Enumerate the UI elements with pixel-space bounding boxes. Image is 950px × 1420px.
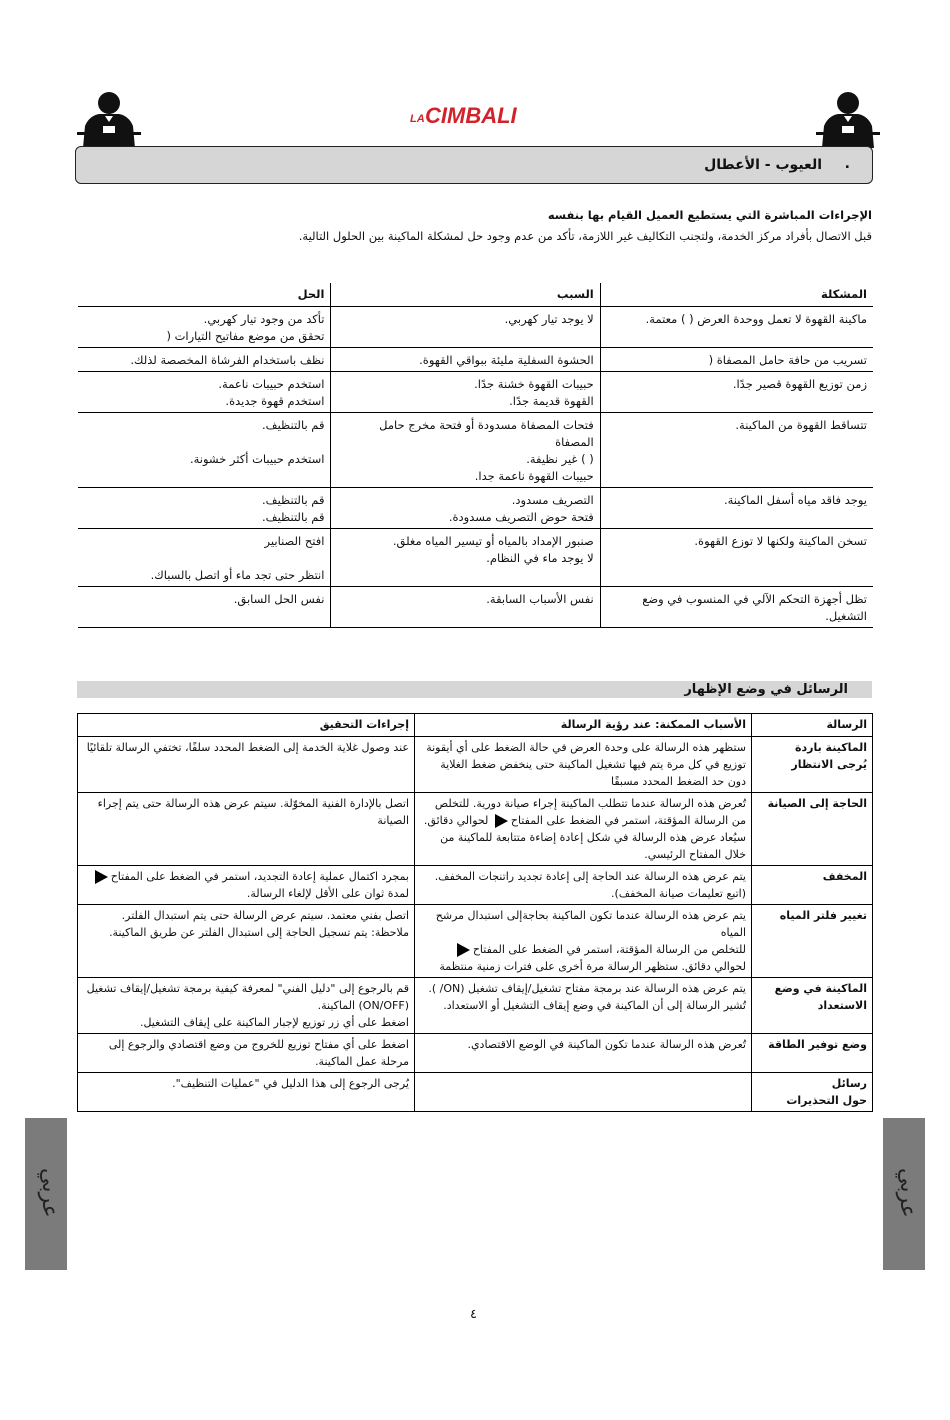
side-tab-label: عربي (895, 1168, 920, 1218)
side-tab-right (883, 1118, 925, 1270)
lacimbali-logo (410, 101, 542, 127)
problem-cell: تظل أجهزة التحكم الآلي في المنسوب في وضع التشغيل. (600, 587, 873, 628)
key-arrow-icon (95, 870, 108, 884)
messages-table (77, 713, 873, 1112)
section-header-faults (75, 146, 873, 184)
message-cause-cell: ستظهر هذه الرسالة على وحدة العرض في حالة الضغط على أي أيقونة توزيع في كل مرة يتم فيها تشغيل الماكينة حتى ينخفض ضغط الغلاية دون حد الضغط المحدد مسبقًا (415, 737, 752, 793)
column-header-possible-causes: الأسباب الممكنة: عند رؤية الرسالة (415, 714, 752, 737)
message-name-cell: الحاجة إلى الصيانة (752, 793, 873, 866)
table-row (78, 1034, 873, 1073)
table-row (78, 529, 873, 587)
key-arrow-icon (457, 943, 470, 957)
cause-cell: نفس الأسباب السابقة. (331, 587, 600, 628)
message-cause-cell: تُعرض هذه الرسالة عندما تكون الماكينة في الوضع الاقتصادي. (415, 1034, 752, 1073)
svg-text:CIMBALI: CIMBALI (425, 103, 517, 127)
cause-cell: لا يوجد تيار كهربي. (331, 307, 600, 348)
message-action-cell: قم بالرجوع إلى "دليل الفني" لمعرفة كيفية برمجة تشغيل/إيقاف تشغيل (ON/OFF) الماكينة. اضغط على أي زر توزيع لإجبار الماكينة على إيقاف التشغيل. (78, 978, 415, 1034)
side-tab-left (25, 1118, 67, 1270)
message-action-cell: اضغط على أي مفتاح توزيع للخروج من وضع اقتصادي والرجوع إلى مرحلة عمل الماكينة. (78, 1034, 415, 1073)
message-cause-cell: تُعرض هذه الرسالة عندما تتطلب الماكينة إجراء صيانة دورية. للتخلص من الرسالة المؤقتة، استمر في الضغط على المفتاح لحوالي دقائق. سيُعاد عرض هذه الرسالة في شكل إعادة إضاءة متتابعة للماكينة من خلال المفتاح الرئيسي. (415, 793, 752, 866)
table-row (78, 737, 873, 793)
message-name-cell: المخفف (752, 866, 873, 905)
message-cause-cell: يتم عرض هذه الرسالة عندما تكون الماكينة بحاجةإلى استبدال مرشح المياه للتخلص من الرسالة المؤقتة، استمر في الضغط على المفتاح لحوالي دقائق. ستظهر الرسالة مرة أخرى على فترات زمنية منتظمة (415, 905, 752, 978)
table-row (78, 978, 873, 1034)
messages-section-title: الرسائل في وضع الإظهار (684, 682, 848, 697)
intro-title: الإجراءات المباشرة التي يستطيع العميل القيام بها بنفسه (547, 208, 872, 222)
solution-cell: افتح الصنابير انتظر حتى تجد ماء أو اتصل بالسباك. (78, 529, 331, 587)
problem-cell: تسريب من حافة حامل المصفاة ( (600, 348, 873, 372)
svg-text:LA: LA (410, 113, 425, 125)
message-cause-cell (415, 1073, 752, 1112)
message-action-cell: يُرجى الرجوع إلى هذا الدليل في "عمليات التنظيف". (78, 1073, 415, 1112)
message-action-cell: اتصل بفني معتمد. سيتم عرض الرسالة حتى يتم استبدال الفلتر. ملاحظة: يتم تسجيل الحاجة إلى استبدال الفلتر عن طريق الماكينة. (78, 905, 415, 978)
cause-cell: صنبور الإمداد بالمياه أو تيسير المياه مغلق. لا يوجد ماء في النظام. (331, 529, 600, 587)
section-title: العيوب - الأعطال (704, 157, 822, 173)
section-bullet: . (844, 156, 850, 172)
message-action-cell: اتصل بالإدارة الفنية المخوّلة. سيتم عرض هذه الرسالة حتى يتم إجراء الصيانة (78, 793, 415, 866)
table-row (78, 488, 873, 529)
message-cause-cell: يتم عرض هذه الرسالة عند الحاجة إلى إعادة تجديد راتنجات المخفف. (اتبع تعليمات صيانة المخفف). (415, 866, 752, 905)
key-arrow-icon (495, 814, 508, 828)
solution-cell: تأكد من وجود تيار كهربي. تحقق من موضع مفاتيح التيارات ( (78, 307, 331, 348)
problem-cell: تتساقط القهوة من الماكينة. (600, 413, 873, 488)
message-name-cell: تغيير فلتر المياه (752, 905, 873, 978)
table-row (78, 372, 873, 413)
message-name-cell: رسائل حول التحذيرات (752, 1073, 873, 1112)
message-action-cell: بمجرد اكتمال عملية إعادة التجديد، استمر في الضغط على المفتاح لمدة ثوان على الأقل لإلغاء الرسالة. (78, 866, 415, 905)
cause-cell: التصريف مسدود. فتحة حوض التصريف مسدودة. (331, 488, 600, 529)
problem-cell: يوجد فاقد مياه أسفل الماكينة. (600, 488, 873, 529)
side-tab-label: عربي (37, 1168, 62, 1218)
solution-cell: استخدم حبيبات ناعمة. استخدم قهوة جديدة. (78, 372, 331, 413)
solution-cell: نفس الحل السابق. (78, 587, 331, 628)
table-row (78, 348, 873, 372)
intro-text: قبل الاتصال بأفراد مركز الخدمة، ولتجنب التكاليف غير اللازمة، تأكد من عدم وجود حل لمشكلة الماكينة بين الحلول التالية. (298, 229, 872, 243)
cause-cell: حبيبات القهوة خشنة جدًا. القهوة قديمة جدًا. (331, 372, 600, 413)
troubleshooting-table (78, 283, 873, 628)
column-header-message: الرسالة (752, 714, 873, 737)
table-row (78, 307, 873, 348)
message-cause-cell: يتم عرض هذه الرسالة عند برمجة مفتاح تشغيل/إيقاف تشغيل (ON/ ). تُشير الرسالة إلى أن الماكينة في وضع إيقاف التشغيل أو الاستعداد. (415, 978, 752, 1034)
problem-cell: ماكينة القهوة لا تعمل ووحدة العرض ( ) معتمة. (600, 307, 873, 348)
page-number: ٤ (470, 1307, 477, 1322)
column-header-problem: المشكلة (600, 283, 873, 307)
solution-cell: قم بالتنظيف. استخدم حبيبات أكثر خشونة. (78, 413, 331, 488)
problem-cell: زمن توزيع القهوة قصير جدًا. (600, 372, 873, 413)
waiter-icon-left (77, 90, 141, 148)
message-name-cell: الماكينة في وضع الاستعداد (752, 978, 873, 1034)
solution-cell: قم بالتنظيف. قم بالتنظيف. (78, 488, 331, 529)
column-header-cause: السبب (331, 283, 600, 307)
message-name-cell: الماكينة باردة يُرجى الانتظار (752, 737, 873, 793)
column-header-actions: إجراءات التحقيق (78, 714, 415, 737)
messages-section-header (77, 681, 872, 698)
column-header-solution: الحل (78, 283, 331, 307)
waiter-icon-right (816, 90, 880, 148)
table-row (78, 866, 873, 905)
table-row (78, 1073, 873, 1112)
table-row (78, 793, 873, 866)
message-action-cell: عند وصول غلاية الخدمة إلى الضغط المحدد سلفًا، تختفي الرسالة تلقائيًا (78, 737, 415, 793)
cause-cell: فتحات المصفاة مسدودة أو فتحة مخرج حامل المصفاة ( ) غير نظيفة. حبيبات القهوة ناعمة جدا. (331, 413, 600, 488)
table-row (78, 905, 873, 978)
solution-cell: نظف باستخدام الفرشاة المخصصة لذلك. (78, 348, 331, 372)
problem-cell: تسخن الماكينة ولكنها لا توزع القهوة. (600, 529, 873, 587)
table-row (78, 587, 873, 628)
cause-cell: الحشوة السفلية مليئة ببواقي القهوة. (331, 348, 600, 372)
table-row (78, 413, 873, 488)
message-name-cell: وضع توفير الطاقة (752, 1034, 873, 1073)
